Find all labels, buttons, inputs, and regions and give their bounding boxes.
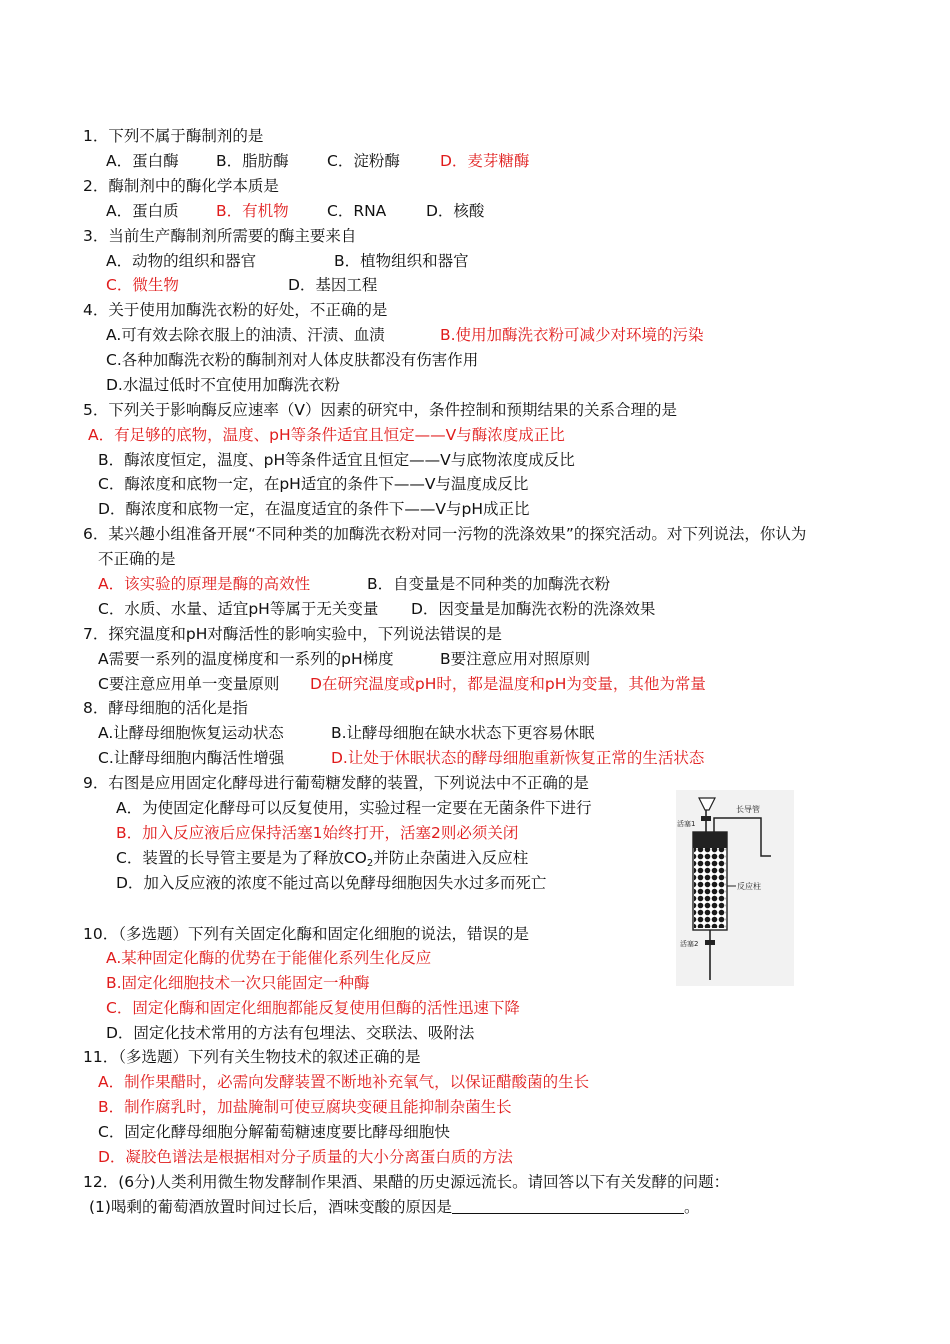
q8-option-b: B.让酵母细胞在缺水状态下更容易休眠 <box>331 724 595 742</box>
q6-stem-line2: 不正确的是 <box>98 550 176 568</box>
q10-stem: 10．（多选题）下列有关固定化酶和固定化细胞的说法，错误的是 <box>83 925 529 943</box>
q8-stem: 8．酵母细胞的活化是指 <box>83 699 248 717</box>
q7-stem: 7．探究温度和pH对酶活性的影响实验中，下列说法错误的是 <box>83 625 502 643</box>
q5-option-c: C．酶浓度和底物一定，在pH适宜的条件下——V与温度成反比 <box>98 475 529 493</box>
q7-option-b: B要注意应用对照原则 <box>440 650 591 668</box>
label-valve-1: 活塞1 <box>677 820 696 828</box>
q11-option-b-answer: B．制作腐乳时，加盐腌制可使豆腐块变硬且能抑制杂菌生长 <box>98 1098 512 1116</box>
q4-option-c: C.各种加酶洗衣粉的酶制剂对人体皮肤都没有伤害作用 <box>106 351 479 369</box>
valve-2-icon <box>705 940 715 945</box>
q12-stem: 12．(6分)人类利用微生物发酵制作果酒、果醋的历史源远流长。请回答以下有关发酵的问题： <box>83 1173 730 1191</box>
q6-option-d: D．因变量是加酶洗衣粉的洗涤效果 <box>411 600 656 618</box>
q9-option-c-text: C．装置的长导管主要是为了释放CO <box>116 849 367 867</box>
q10-option-d: D．固定化技术常用的方法有包埋法、交联法、吸附法 <box>106 1024 475 1042</box>
q4-option-a: A.可有效去除衣服上的油渍、汗渍、血渍 <box>106 326 385 344</box>
q12-part-1-text: (1)喝剩的葡萄酒放置时间过长后，酒味变酸的原因是 <box>89 1198 452 1216</box>
q7-option-c: C要注意应用单一变量原则 <box>98 675 280 693</box>
q11-option-a-answer: A．制作果醋时，必需向发酵装置不断地补充氧气，以保证醋酸菌的生长 <box>98 1073 590 1091</box>
co2-subscript: 2 <box>366 858 374 869</box>
q2-option-b-answer: B．有机物 <box>216 202 289 220</box>
q8-option-a: A.让酵母细胞恢复运动状态 <box>98 724 284 742</box>
q4-option-b-answer: B.使用加酶洗衣粉可减少对环境的污染 <box>440 326 704 344</box>
q2-option-c: C．RNA <box>327 202 387 220</box>
q11-stem: 11．（多选题）下列有关生物技术的叙述正确的是 <box>83 1048 421 1066</box>
q4-option-d: D.水温过低时不宜使用加酶洗衣粉 <box>106 376 340 394</box>
q5-option-a-answer: A．有足够的底物，温度、pH等条件适宜且恒定——V与酶浓度成正比 <box>88 426 565 444</box>
fermentation-apparatus-figure <box>676 790 794 986</box>
q9-stem: 9．右图是应用固定化酵母进行葡萄糖发酵的装置，下列说法中不正确的是 <box>83 774 589 792</box>
q1-option-a: A．蛋白酶 <box>106 152 179 170</box>
q3-option-d: D．基因工程 <box>288 276 378 294</box>
q2-option-a: A．蛋白质 <box>106 202 179 220</box>
q11-option-c: C．固定化酵母细胞分解葡萄糖速度要比酵母细胞快 <box>98 1123 450 1141</box>
q2-stem: 2．酶制剂中的酶化学本质是 <box>83 177 279 195</box>
q5-stem: 5．下列关于影响酶反应速率（V）因素的研究中，条件控制和预期结果的关系合理的是 <box>83 401 677 419</box>
q1-option-d-answer: D．麦芽糖酶 <box>440 152 530 170</box>
q7-option-d-answer: D在研究温度或pH时，都是温度和pH为变量，其他为常量 <box>310 675 706 693</box>
q12-part-1-end: 。 <box>683 1198 700 1216</box>
q9-option-c-text-tail: 并防止杂菌进入反应柱 <box>373 849 529 867</box>
q6-option-a-answer: A．该实验的原理是酶的高效性 <box>98 575 311 593</box>
immobilized-yeast-beads <box>694 848 726 928</box>
q10-option-c-answer: C．固定化酶和固定化细胞都能反复使用但酶的活性迅速下降 <box>106 999 520 1017</box>
q1-option-b: B．脂肪酶 <box>216 152 289 170</box>
q10-option-a-answer: A.某种固定化酶的优势在于能催化系列生化反应 <box>106 949 432 967</box>
q6-option-c: C．水质、水量、适宜pH等属于无关变量 <box>98 600 379 618</box>
q11-option-d-answer: D．凝胶色谱法是根据相对分子质量的大小分离蛋白质的方法 <box>98 1148 513 1166</box>
q8-option-c: C.让酵母细胞内酶活性增强 <box>98 749 285 767</box>
q1-option-c: C．淀粉酶 <box>327 152 400 170</box>
q6-option-b: B．自变量是不同种类的加酶洗衣粉 <box>367 575 611 593</box>
q9-option-a: A．为使固定化酵母可以反复使用，实验过程一定要在无菌条件下进行 <box>116 799 592 817</box>
q3-option-c-answer: C．微生物 <box>106 276 179 294</box>
q4-stem: 4．关于使用加酶洗衣粉的好处，不正确的是 <box>83 301 388 319</box>
q9-option-d: D．加入反应液的浓度不能过高以免酵母细胞因失水过多而死亡 <box>116 874 547 892</box>
answer-blank[interactable] <box>452 1199 684 1214</box>
q6-stem-line1: 6．某兴趣小组准备开展“不同种类的加酶洗衣粉对同一污物的洗涤效果”的探究活动。对下列说法，你认为 <box>83 525 807 543</box>
q1-stem: 1．下列不属于酶制剂的是 <box>83 127 264 145</box>
q9-option-b-answer: B．加入反应液后应保持活塞1始终打开，活塞2则必须关闭 <box>116 824 519 842</box>
q12-part-1 <box>89 1197 699 1217</box>
q8-option-d-answer: D.让处于休眠状态的酵母细胞重新恢复正常的生活状态 <box>331 749 705 767</box>
label-valve-2: 活塞2 <box>680 940 699 948</box>
q5-option-d: D．酶浓度和底物一定，在温度适宜的条件下——V与pH成正比 <box>98 500 530 518</box>
q3-option-b: B．植物组织和器官 <box>334 252 469 270</box>
label-reaction-column: 反应柱 <box>737 882 761 891</box>
q9-option-c <box>116 848 528 874</box>
q7-option-a: A需要一系列的温度梯度和一系列的pH梯度 <box>98 650 394 668</box>
label-long-tube: 长导管 <box>736 805 760 814</box>
q3-option-a: A．动物的组织和器官 <box>106 252 257 270</box>
q2-option-d: D．核酸 <box>426 202 485 220</box>
q5-option-b: B．酶浓度恒定，温度、pH等条件适宜且恒定——V与底物浓度成反比 <box>98 451 575 469</box>
q3-stem: 3．当前生产酶制剂所需要的酶主要来自 <box>83 227 357 245</box>
column-stopper <box>693 832 727 848</box>
q10-option-b-answer: B.固定化细胞技术一次只能固定一种酶 <box>106 974 370 992</box>
valve-1-icon <box>701 816 711 821</box>
